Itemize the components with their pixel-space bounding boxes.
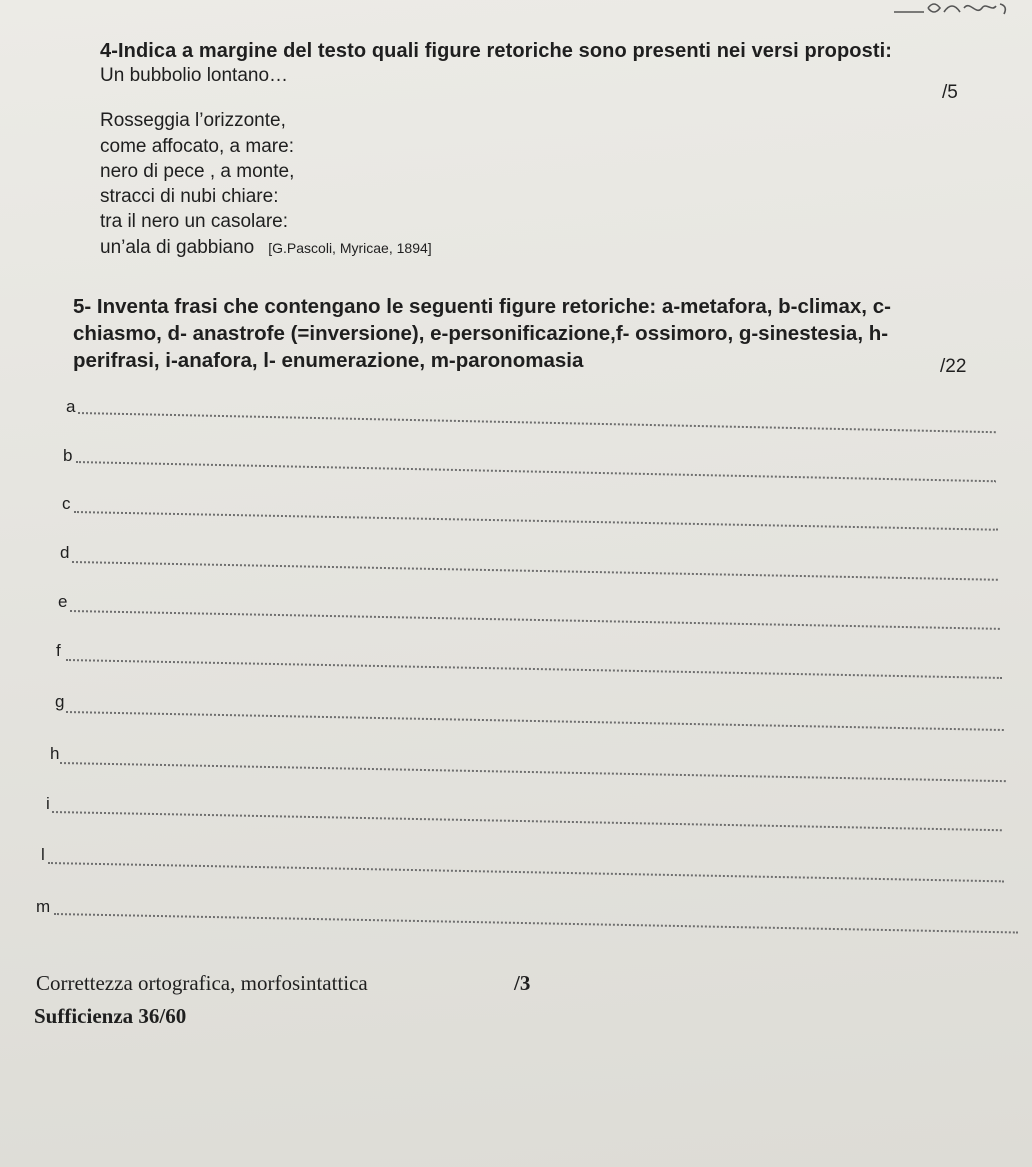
answer-line-i — [52, 811, 1002, 831]
answer-line-b — [76, 461, 996, 482]
poem-line-last — [100, 237, 432, 259]
poem-line: Rosseggia l’orizzonte, — [100, 110, 286, 131]
exercise5-title-line: perifrasi, i-anafora, l- enumerazione, m-paronomasia — [73, 349, 584, 372]
answer-label-a: a — [66, 397, 76, 416]
answer-label-e: e — [58, 592, 68, 611]
poem-line: come affocato, a mare: — [100, 136, 294, 157]
answer-label-m: m — [36, 897, 51, 916]
poem-line: Un bubbolio lontano… — [100, 65, 289, 86]
correctness-label: Correttezza ortografica, morfosintattica — [36, 971, 368, 995]
exercise4-score: /5 — [942, 82, 958, 103]
answer-label-c: c — [62, 494, 71, 513]
exercise5-title-line: chiasmo, d- anastrofe (=inversione), e-personificazione,f- ossimoro, g-sinestesia, h- — [73, 322, 889, 345]
poem-line: stracci di nubi chiare: — [100, 186, 279, 207]
answer-line-f — [66, 659, 1002, 679]
answer-line-g — [66, 711, 1004, 731]
answer-label-h: h — [50, 744, 60, 763]
answer-line-m — [54, 913, 1018, 934]
answer-label-d: d — [60, 543, 70, 562]
answer-line-e — [70, 610, 1000, 630]
answer-line-c — [74, 511, 998, 531]
correctness-score: /3 — [514, 971, 531, 995]
answer-label-l: l — [41, 845, 45, 864]
poem-line: tra il nero un casolare: — [100, 211, 288, 232]
poem-citation: [G.Pascoli, Myricae, 1894] — [268, 240, 432, 256]
sufficiency-text: Sufficienza 36/60 — [34, 1004, 187, 1028]
answer-label-g: g — [55, 692, 65, 711]
exercise5-title-line: 5- Inventa frasi che contengano le seguenti figure retoriche: a-metafora, b-climax, c- — [73, 295, 891, 318]
answer-line-a — [78, 412, 996, 433]
answer-label-f: f — [56, 641, 61, 660]
answer-label-b: b — [63, 446, 73, 465]
answer-line-d — [72, 561, 998, 581]
answer-line-h — [60, 762, 1006, 782]
corner-handwriting — [884, 0, 1024, 20]
exercise4-title: 4-Indica a margine del testo quali figure retoriche sono presenti nei versi proposti: — [100, 40, 893, 62]
answer-line-l — [48, 862, 1004, 882]
exercise5-score: /22 — [940, 356, 967, 377]
poem-line: nero di pece , a monte, — [100, 161, 295, 182]
poem-line-text: un’ala di gabbiano — [100, 237, 255, 258]
answer-label-i: i — [46, 794, 50, 813]
